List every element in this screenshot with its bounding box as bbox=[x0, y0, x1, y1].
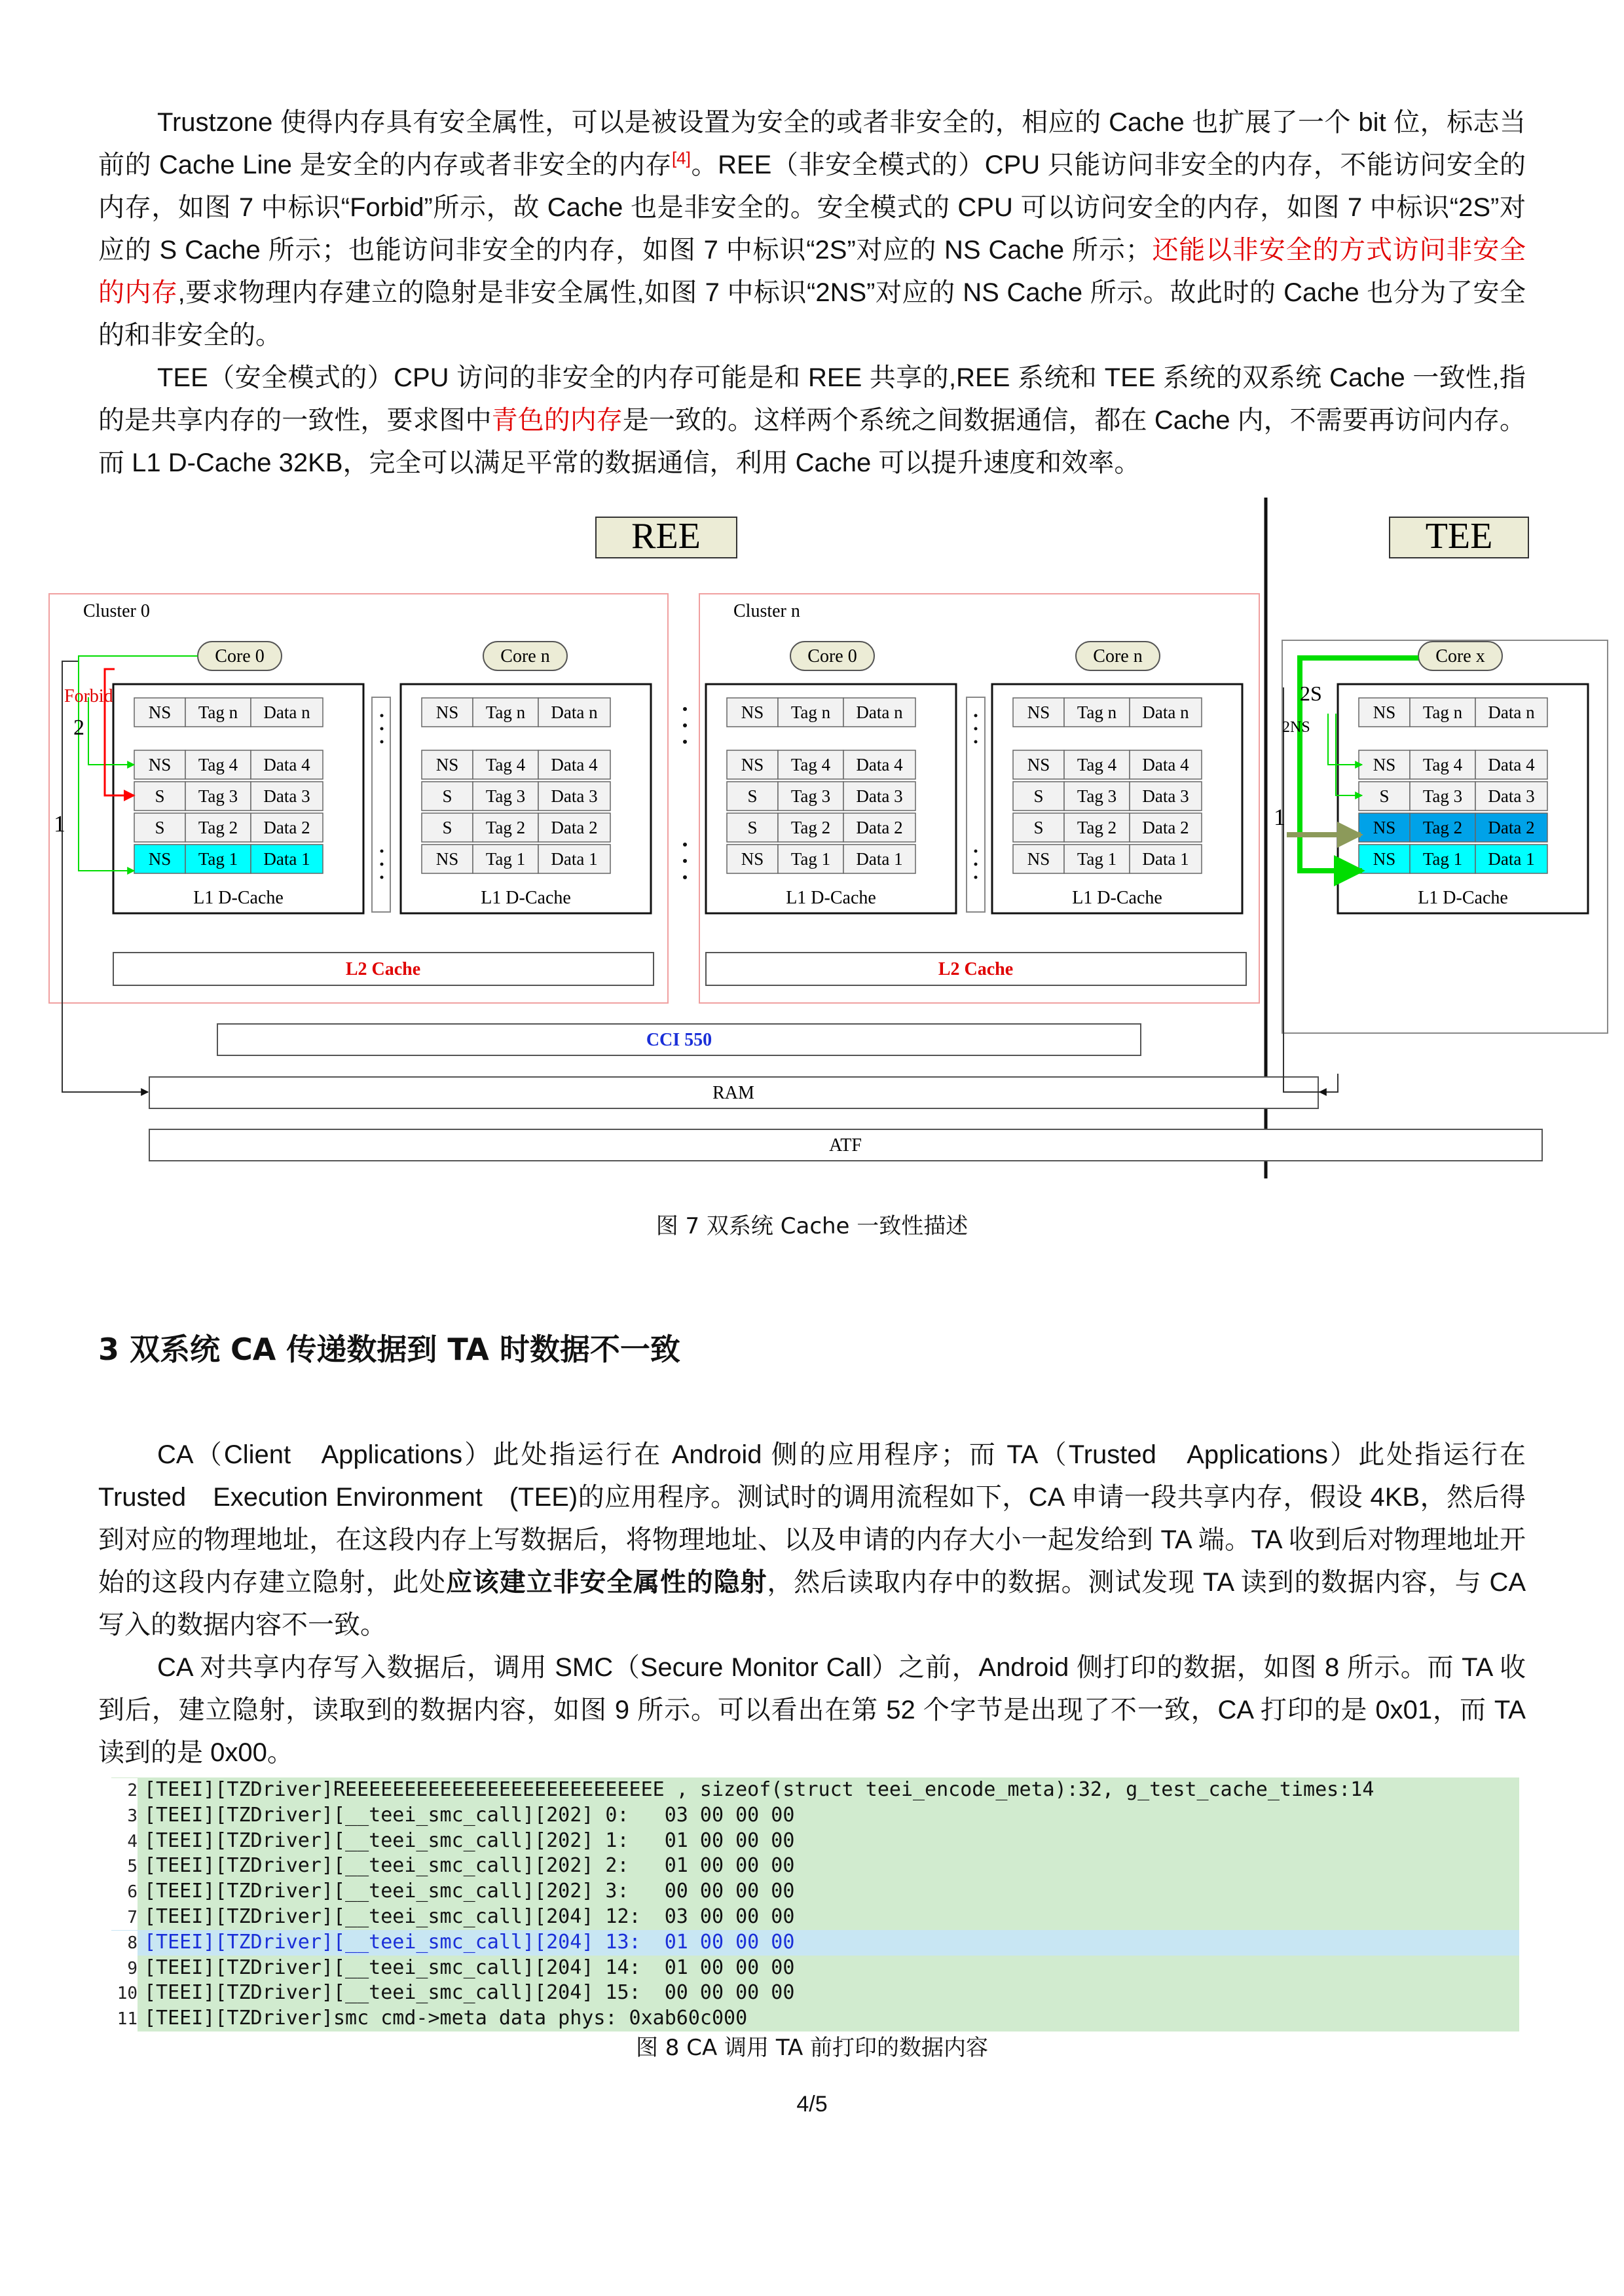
cache-cell-sec: S bbox=[1379, 786, 1390, 806]
paragraph-2 bbox=[98, 357, 1526, 484]
cache-cell-tag: Tag n bbox=[485, 702, 526, 722]
cache-cell-sec: S bbox=[442, 786, 452, 806]
cache-cell-sec: NS bbox=[1027, 702, 1050, 722]
cache-cell-data: Data 2 bbox=[551, 818, 598, 837]
log-line-text: [TEEI][TZDriver][__teei_smc_call][204] 13: 01 00 00 00 bbox=[144, 1930, 795, 1954]
log-line-text: [TEEI][TZDriver][__teei_smc_call][204] 14: 01 00 00 00 bbox=[144, 1956, 795, 1979]
paragraph-3 bbox=[98, 1434, 1526, 1647]
cache-cell-data: Data 1 bbox=[1488, 849, 1535, 869]
l1-dcache-label: L1 D-Cache bbox=[1072, 888, 1162, 908]
log-line-number: 9 bbox=[111, 1956, 138, 1982]
cache-cell-data: Data 3 bbox=[551, 786, 598, 806]
cache-cell-data: Data 4 bbox=[1142, 755, 1189, 774]
cache-cell-tag: Tag n bbox=[1077, 702, 1117, 722]
l1-dcache-label: L1 D-Cache bbox=[786, 888, 876, 908]
l1-dcache-label: L1 D-Cache bbox=[1418, 888, 1508, 908]
l1-dcache-label: L1 D-Cache bbox=[193, 888, 284, 908]
cache-cell-sec: NS bbox=[1373, 755, 1396, 774]
cache-cell-sec: NS bbox=[1373, 702, 1396, 722]
cache-cell-data: Data 3 bbox=[263, 786, 310, 806]
log-line bbox=[111, 1904, 1519, 1930]
cluster-0-label: Cluster 0 bbox=[83, 601, 150, 621]
cache-cell-tag: Tag 4 bbox=[198, 755, 238, 774]
page-number: 4/5 bbox=[796, 2092, 828, 2117]
paragraph-4: CA 对共享内存写入数据后，调用 SMC（Secure Monitor Call）之前，Android 侧打印的数据，如图 8 所示。而 TA 收到后，建立隐射，读取到的数据内容，如图 9 所示。可以看出在第 52 个字节是出现了不一致，CA 打印的是 0x01，而 TA 读到的是 0x00。 bbox=[98, 1653, 1526, 1767]
p1-text-c: ,要求物理内存建立的隐射是非安全属性,如图 7 中标识“2NS”对应的 NS Cache 所示。故此时的 Cache 也分为了安全的和非安全的。 bbox=[98, 278, 1526, 350]
cache-cell-data: Data n bbox=[856, 702, 903, 722]
cluster0-coren-label: Core n bbox=[500, 646, 550, 666]
cache-cell-sec: S bbox=[747, 786, 758, 806]
log-line-number: 8 bbox=[111, 1931, 138, 1956]
cache-cell-tag: Tag 3 bbox=[485, 786, 526, 806]
cache-cell-data: Data 1 bbox=[263, 849, 310, 869]
section-3-title: 3 双系统 CA 传递数据到 TA 时数据不一致 bbox=[98, 1332, 680, 1367]
label-2s: 2S bbox=[1300, 682, 1322, 705]
p2-text-a: TEE（安全模式的）CPU 访问的非安全的内存可能是和 REE 共享的,REE 系统和 TEE 系统的双系统 Cache 一致性,指的是共享内存的一致性，要求图中 bbox=[98, 363, 1526, 435]
log-line-text: [TEEI][TZDriver][__teei_smc_call][202] 2: 01 00 00 00 bbox=[144, 1854, 795, 1878]
cache-cell-tag: Tag 2 bbox=[1077, 818, 1117, 837]
p1-red-text: 还能以非安全的方式访问非安全的内存 bbox=[98, 236, 1526, 307]
cache-cell-tag: Tag 4 bbox=[1077, 755, 1117, 774]
cache-cell-sec: NS bbox=[435, 849, 459, 869]
cache-cell-sec: S bbox=[155, 786, 165, 806]
cache-cell-sec: NS bbox=[435, 755, 459, 774]
log-line-number: 6 bbox=[111, 1880, 138, 1905]
ree-path-2-label: 2 bbox=[73, 716, 84, 740]
cache-cell-tag: Tag 1 bbox=[485, 849, 526, 869]
log-line-number: 4 bbox=[111, 1829, 138, 1855]
cache-cell-data: Data 4 bbox=[856, 755, 903, 774]
cache-cell-tag: Tag 1 bbox=[1077, 849, 1117, 869]
log-line bbox=[111, 2006, 1519, 2032]
tee-path-1-line bbox=[1283, 687, 1338, 1092]
log-line bbox=[111, 1777, 1519, 1803]
cache-cell-sec: NS bbox=[435, 702, 459, 722]
cache-cell-tag: Tag 3 bbox=[198, 786, 238, 806]
p3-text-a: CA（Client Applications）此处指运行在 Android 侧的应用程序；而 TA（Trusted Applications）此处指运行在 Trusted Execution Environment (TEE)的应用程序。测试时的调用流程如下，CA 申请一段共享内存，假设 4KB，然后得到对应的物理地址，在这段内存上写数据后，将物理地址、以及申请的内存大小一起发给到 TA 端。TA 收到后对物理地址开始的这段内存建立隐射，此处 bbox=[98, 1440, 1526, 1597]
log-line-text: [TEEI][TZDriver][__teei_smc_call][202] 0: 03 00 00 00 bbox=[144, 1803, 795, 1827]
figure-7-caption: 图 7 双系统 Cache 一致性描述 bbox=[655, 1213, 969, 1239]
cluster-n-label: Cluster n bbox=[733, 601, 800, 621]
log-line-number: 10 bbox=[111, 1981, 138, 2007]
cache-cell-tag: Tag 2 bbox=[198, 818, 238, 837]
clustern-core0-label: Core 0 bbox=[807, 646, 857, 666]
cache-cell-data: Data 4 bbox=[263, 755, 310, 774]
ree-path-1-label: 1 bbox=[54, 811, 65, 837]
cache-cell-sec: S bbox=[155, 818, 165, 837]
cache-cell-data: Data 2 bbox=[856, 818, 903, 837]
log-line-number: 2 bbox=[111, 1778, 138, 1804]
cache-cell-sec: NS bbox=[1373, 818, 1396, 837]
cache-cell-tag: Tag n bbox=[198, 702, 238, 722]
log-line-text: [TEEI][TZDriver]smc cmd->meta data phys: 0xab60c000 bbox=[144, 2007, 748, 2030]
log-line-text: [TEEI][TZDriver][__teei_smc_call][204] 12: 03 00 00 00 bbox=[144, 1904, 795, 1928]
cache-cell-tag: Tag 2 bbox=[1422, 818, 1463, 837]
figure-8-caption: 图 8 CA 调用 TA 前打印的数据内容 bbox=[635, 2035, 989, 2061]
cache-cell-data: Data 1 bbox=[1142, 849, 1189, 869]
log-line-number: 5 bbox=[111, 1854, 138, 1880]
cache-cell-tag: Tag n bbox=[790, 702, 831, 722]
ram-label: RAM bbox=[712, 1083, 754, 1103]
cache-cell-sec: S bbox=[747, 818, 758, 837]
cache-cell-data: Data 4 bbox=[1488, 755, 1535, 774]
cache-cell-data: Data 1 bbox=[856, 849, 903, 869]
figure-7-diagram bbox=[0, 498, 1624, 1192]
p1-text-a: Trustzone 使得内存具有安全属性，可以是被设置为安全的或者非安全的，相应的 Cache 也扩展了一个 bit 位，标志当前的 Cache Line 是安全的内存或者非安全的内存 bbox=[98, 108, 1526, 179]
log-line-number: 3 bbox=[111, 1804, 138, 1829]
p1-text-b: 。REE（非安全模式的）CPU 只能访问非安全的内存，不能访问安全的内存，如图 7 中标识“Forbid”所示，故 Cache 也是非安全的。安全模式的 CPU 可以访问安全的内存，如图 7 中标识“2S”对应的 S Cache 所示；也能访问非安全的内存，如图 7 中标识“2S”对应的 NS Cache 所示； bbox=[98, 151, 1526, 264]
cache-cell-sec: S bbox=[442, 818, 452, 837]
paragraph-1 bbox=[98, 101, 1526, 357]
cci-550-label: CCI 550 bbox=[646, 1030, 712, 1050]
figure-8-log bbox=[111, 1777, 1519, 2032]
cache-cell-data: Data n bbox=[1488, 702, 1535, 722]
cache-cell-sec: NS bbox=[1027, 849, 1050, 869]
cache-cell-data: Data 3 bbox=[1488, 786, 1535, 806]
cache-cell-sec: NS bbox=[148, 849, 172, 869]
log-line-text: [TEEI][TZDriver][__teei_smc_call][204] 15: 00 00 00 00 bbox=[144, 1981, 795, 2005]
cache-cell-data: Data 2 bbox=[1142, 818, 1189, 837]
cache-cell-tag: Tag 3 bbox=[1422, 786, 1463, 806]
cache-cell-tag: Tag 4 bbox=[1422, 755, 1463, 774]
cache-cell-tag: Tag 3 bbox=[790, 786, 831, 806]
cache-cell-tag: Tag 2 bbox=[790, 818, 831, 837]
p3-text-b: ，然后读取内存中的数据。测试发现 TA 读到的数据内容，与 CA 写入的数据内容不一致。 bbox=[98, 1568, 1526, 1639]
cache-cell-data: Data n bbox=[263, 702, 310, 722]
cache-cell-sec: NS bbox=[148, 755, 172, 774]
cache-cell-sec: NS bbox=[1027, 755, 1050, 774]
cluster0-core0-label: Core 0 bbox=[215, 646, 265, 666]
log-line bbox=[111, 1829, 1519, 1854]
cache-cell-data: Data 3 bbox=[856, 786, 903, 806]
log-line bbox=[111, 1803, 1519, 1829]
cache-cell-sec: S bbox=[1033, 818, 1044, 837]
cache-cell-tag: Tag 2 bbox=[485, 818, 526, 837]
cache-cell-data: Data 2 bbox=[1488, 818, 1535, 837]
cache-cell-data: Data n bbox=[1142, 702, 1189, 722]
cache-cell-data: Data 3 bbox=[1142, 786, 1189, 806]
l2-cache-clustern-label: L2 Cache bbox=[938, 959, 1014, 979]
cache-cell-data: Data n bbox=[551, 702, 598, 722]
p2-text-b: 是一致的。这样两个系统之间数据通信，都在 Cache 内，不需要再访问内存。而 L1 D-Cache 32KB，完全可以满足平常的数据通信，利用 Cache 可以提升速度和效率。 bbox=[98, 406, 1526, 477]
cache-cell-sec: NS bbox=[148, 702, 172, 722]
cache-cell-tag: Tag 1 bbox=[198, 849, 238, 869]
p2-red-text: 青色的内存 bbox=[491, 406, 623, 435]
log-line bbox=[111, 1879, 1519, 1904]
log-line-text: [TEEI][TZDriver][__teei_smc_call][202] 1: 01 00 00 00 bbox=[144, 1829, 795, 1852]
cache-cell-tag: Tag 4 bbox=[485, 755, 526, 774]
tee-path-1-label: 1 bbox=[1274, 804, 1285, 830]
tee-label: TEE bbox=[1425, 516, 1493, 556]
l2-cache-cluster0-label: L2 Cache bbox=[345, 959, 421, 979]
log-line-number: 11 bbox=[111, 2007, 138, 2032]
cache-cell-sec: NS bbox=[741, 849, 764, 869]
cache-cell-data: Data 2 bbox=[263, 818, 310, 837]
label-2ns: 2NS bbox=[1282, 719, 1310, 736]
p3-bold-text: 应该建立非安全属性的隐射 bbox=[446, 1568, 767, 1597]
atf-label: ATF bbox=[829, 1135, 862, 1156]
log-line bbox=[111, 1956, 1519, 1981]
clustern-coren-label: Core n bbox=[1093, 646, 1143, 666]
l1-dcache-label: L1 D-Cache bbox=[481, 888, 571, 908]
ree-label: REE bbox=[631, 516, 701, 556]
forbid-label: Forbid bbox=[64, 686, 113, 706]
cache-cell-sec: NS bbox=[1373, 849, 1396, 869]
cache-cell-tag: Tag 3 bbox=[1077, 786, 1117, 806]
log-line bbox=[111, 1853, 1519, 1879]
cache-cell-sec: NS bbox=[741, 702, 764, 722]
cache-cell-sec: S bbox=[1033, 786, 1044, 806]
cache-cell-tag: Tag n bbox=[1422, 702, 1463, 722]
cache-cell-tag: Tag 1 bbox=[790, 849, 831, 869]
cache-cell-tag: Tag 1 bbox=[1422, 849, 1463, 869]
cache-cell-tag: Tag 4 bbox=[790, 755, 831, 774]
log-line bbox=[111, 1980, 1519, 2006]
log-line-highlighted[interactable] bbox=[111, 1930, 1519, 1956]
log-line-text: [TEEI][TZDriver]REEEEEEEEEEEEEEEEEEEEEEEEEEE , sizeof(struct teei_encode_meta):32, g_test_cache_times:14 bbox=[144, 1778, 1375, 1801]
log-line-number: 7 bbox=[111, 1905, 138, 1931]
citation-ref[interactable]: [4] bbox=[671, 148, 691, 168]
cache-cell-data: Data 4 bbox=[551, 755, 598, 774]
cache-cell-sec: NS bbox=[741, 755, 764, 774]
log-line-text: [TEEI][TZDriver][__teei_smc_call][202] 3: 00 00 00 00 bbox=[144, 1880, 795, 1903]
cache-cell-data: Data 1 bbox=[551, 849, 598, 869]
tee-corex-label: Core x bbox=[1435, 646, 1485, 666]
